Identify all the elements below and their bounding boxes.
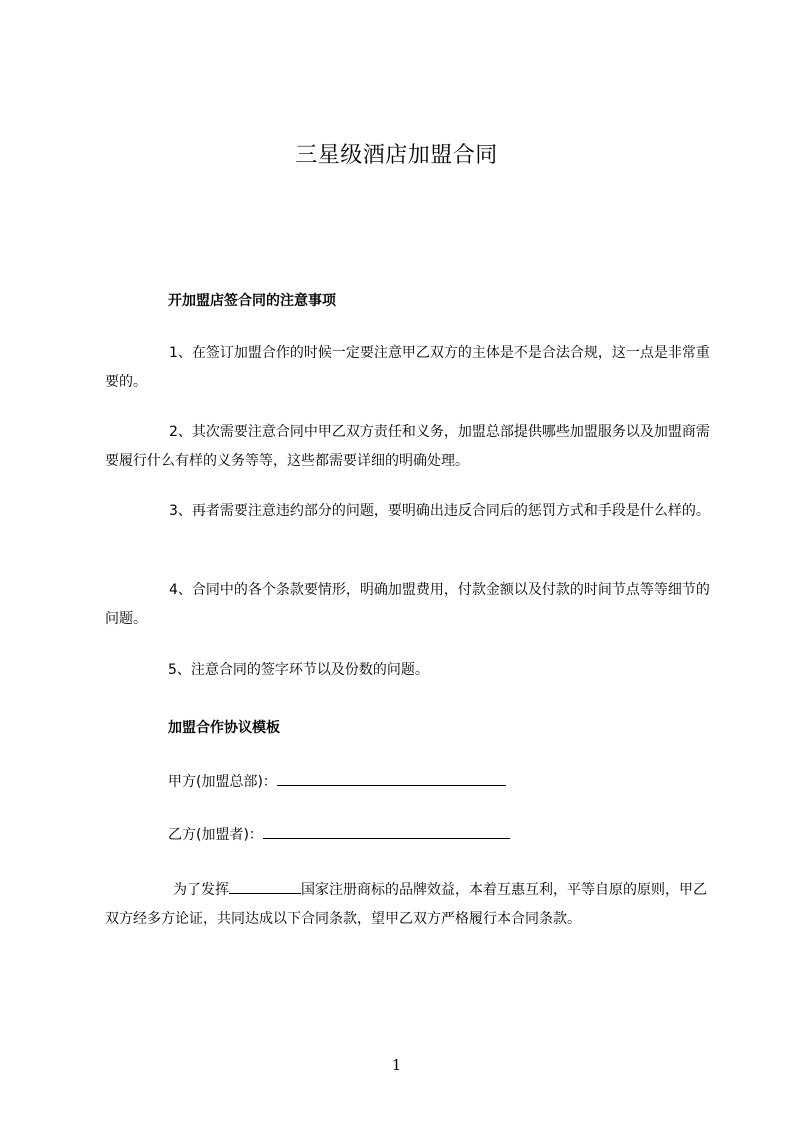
note-item-5 — [168, 656, 713, 685]
note-item-4 — [105, 576, 713, 634]
preamble-start: 为了发挥 — [173, 882, 229, 898]
party-b-blank[interactable] — [263, 824, 510, 839]
note-item-2 — [105, 418, 713, 476]
note-item-2-text: 2、其次需要注意合同中甲乙双方责任和义务，加盟总部提供哪些加盟服务以及加盟商需要履行什么有样的义务等等，这些都需要详细的明确处理。 — [105, 424, 710, 469]
party-a-label: 甲方(加盟总部)： — [168, 774, 277, 790]
document-title: 三星级酒店加盟合同 — [295, 143, 498, 168]
preamble-rest: 国家注册商标的品牌效益，本着互惠互利，平等自原的原则，甲乙双方经多方论证，共同达成以下合同条款，望甲乙双方严格履行本合同条款。 — [105, 882, 707, 927]
party-b-field — [168, 824, 510, 845]
note-item-3 — [105, 497, 713, 526]
party-a-blank[interactable] — [277, 771, 506, 786]
note-item-4-text: 4、合同中的各个条款要情形，明确加盟费用，付款金额以及付款的时间节点等等细节的问题。 — [105, 582, 710, 627]
note-item-1-text: 1、在签订加盟合作的时候一定要注意甲乙双方的主体是不是合法合规，这一点是非常重要的。 — [105, 345, 710, 390]
preamble-paragraph — [105, 876, 713, 934]
brand-blank[interactable] — [229, 879, 301, 894]
note-item-3-text: 3、再者需要注意违约部分的问题，要明确出违反合同后的惩罚方式和手段是什么样的。 — [169, 503, 710, 519]
section-heading-template: 加盟合作协议模板 — [168, 720, 280, 736]
note-item-1 — [105, 339, 713, 397]
note-item-5-text: 5、注意合同的签字环节以及份数的问题。 — [168, 662, 429, 678]
page-number: 1 — [391, 1056, 402, 1074]
party-a-field — [168, 771, 506, 792]
section-heading-notes: 开加盟店签合同的注意事项 — [168, 293, 336, 309]
party-b-label: 乙方(加盟者)： — [168, 827, 263, 843]
